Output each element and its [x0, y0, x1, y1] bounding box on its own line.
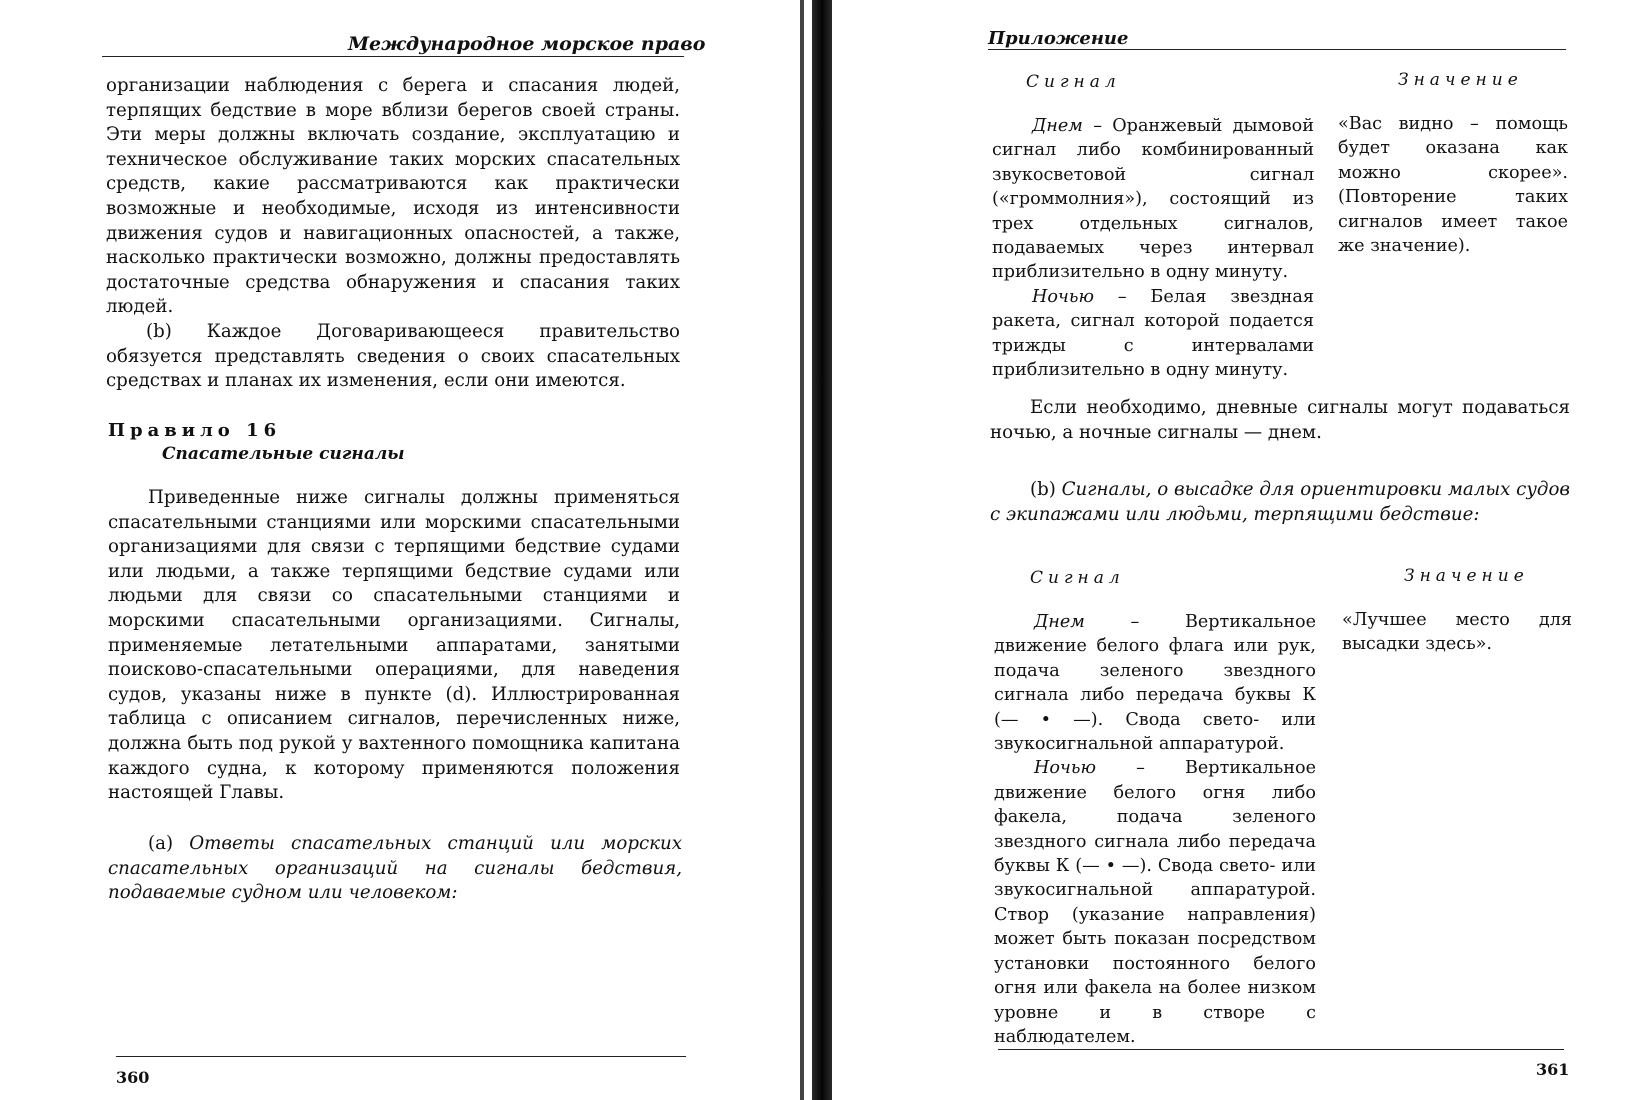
item-a-text: Ответы спасательных станций или морских спасательных организаций на сигналы бедствия, подаваемые судном или человеком: — [108, 833, 682, 904]
page-number-right: 361 — [1536, 1060, 1570, 1079]
table2-meaning: «Лучшее место для высадки здесь». — [1342, 610, 1572, 655]
table2-meaning-cell — [1342, 608, 1572, 657]
table1-day-entry — [992, 114, 1314, 285]
table1-night-entry — [992, 285, 1314, 383]
item-b-marker: (b) — [1030, 479, 1056, 500]
paragraph-b: (b) Каждое Договаривающееся правительство обязуется представлять сведения о своих спасательных средствах и планах их изменения, если они имеются. — [106, 320, 680, 392]
right-page — [808, 0, 1646, 1100]
table2-col-signal: Сигнал — [1030, 568, 1125, 588]
table2-signal-cell — [994, 610, 1316, 1049]
table1-col-meaning: Значение — [1398, 70, 1523, 90]
table2-day-text: – Вертикальное движение белого флага или рук, подача зеленого звездного сигнала либо передача буквы К (— • —). Свода свето- или звукосигнальной аппаратурой. — [994, 612, 1316, 755]
item-b — [990, 478, 1570, 527]
table2-night-entry — [994, 756, 1316, 1049]
item-a-marker: (a) — [148, 833, 174, 854]
item-a — [108, 832, 682, 906]
table2-day-label: Днем — [1034, 612, 1085, 632]
running-head-right: Приложение — [988, 28, 1129, 49]
item-b-text: Сигналы, о высадке для ориентировки малых судов с экипажами или людьми, терпящими бедствие: — [990, 479, 1570, 525]
table1-meaning-cell — [1338, 112, 1568, 258]
opening-paragraph: организации наблюдения с берега и спасания людей, терпящих бедствие в море вблизи берегов своей страны. Эти меры должны включать создание, эксплуатацию и техническое обслуживание таких морских спасательных средств, какие рассматриваются как практически возможные и необходимые, исходя из интенсивности движения судов и навигационных опасностей, а также, насколько практически возможно, должны предоставлять достаточные средства обнаружения и спасания таких людей. — [106, 75, 680, 318]
right-note — [990, 396, 1570, 445]
footer-rule-left — [116, 1056, 686, 1057]
page-number-left: 360 — [116, 1068, 150, 1087]
table2-day-entry — [994, 610, 1316, 756]
footer-rule-right — [998, 1049, 1564, 1050]
intro-paragraph: Приведенные ниже сигналы должны применяться спасательными станциями или морскими спасательными организациями для связи с терпящими бедствие судами или людьми, а также терпящими бедствие судами или людьми для связи со спасательными станциями и морскими спасательными организациями. Сигналы, применяемые летательными аппаратами, занятыми поисково-спасательными операциями, для наведения судов, указаны ниже в пункте (d). Иллюстрированная таблица с описанием сигналов, перечисленных ниже, должна быть под рукой у вахтенного помощника капитана каждого судна, к которому применяются положения настоящей Главы. — [108, 487, 680, 804]
rule-label: Правило 16 — [108, 420, 282, 441]
table2-night-label: Ночью — [1034, 758, 1096, 779]
left-body-intro — [108, 486, 680, 806]
table1-signal-cell — [992, 114, 1314, 382]
left-page — [0, 0, 800, 1100]
table2-col-meaning: Значение — [1404, 566, 1529, 586]
left-item-a — [108, 832, 682, 906]
table1-meaning: «Вас видно – помощь будет оказана как можно скорее». (Повторение таких сигналов имеет такое же значение). — [1338, 114, 1568, 257]
note-paragraph: Если необходимо, дневные сигналы могут подаваться ночью, а ночные сигналы — днем. — [990, 397, 1570, 443]
table1-day-text: – Оранжевый дымовой сигнал либо комбинированный звукосветовой сигнал («громмолния»), состоящий из трех отдельных сигналов, подаваемых через интервал приблизительно в одну минуту. — [992, 116, 1315, 283]
running-head-left: Международное морское право — [348, 33, 706, 55]
table1-day-label: Днем — [1032, 116, 1083, 136]
right-item-b — [990, 478, 1570, 527]
left-body-top — [106, 74, 680, 394]
table1-night-text: – Белая звездная ракета, сигнал которой подается трижды с интервалами приблизительно в одну минуту. — [992, 286, 1314, 381]
table1-col-signal: Сигнал — [1026, 72, 1121, 92]
header-rule-right — [988, 49, 1566, 50]
rule-title: Спасательные сигналы — [162, 444, 405, 464]
gutter-shadow — [800, 0, 804, 1100]
header-rule-left — [102, 56, 684, 57]
table1-night-label: Ночью — [1032, 286, 1094, 307]
table2-night-text: – Вертикальное движение белого огня либо факела, подача зеленого звездного сигнала либо передача буквы К (— • —). Свода свето- или звукосигнальной аппаратурой. Створ (указание направления) может быть показан посредством установки постоянного белого огня или факела на более низком уровне и в створе с наблюдателем. — [994, 758, 1316, 1047]
